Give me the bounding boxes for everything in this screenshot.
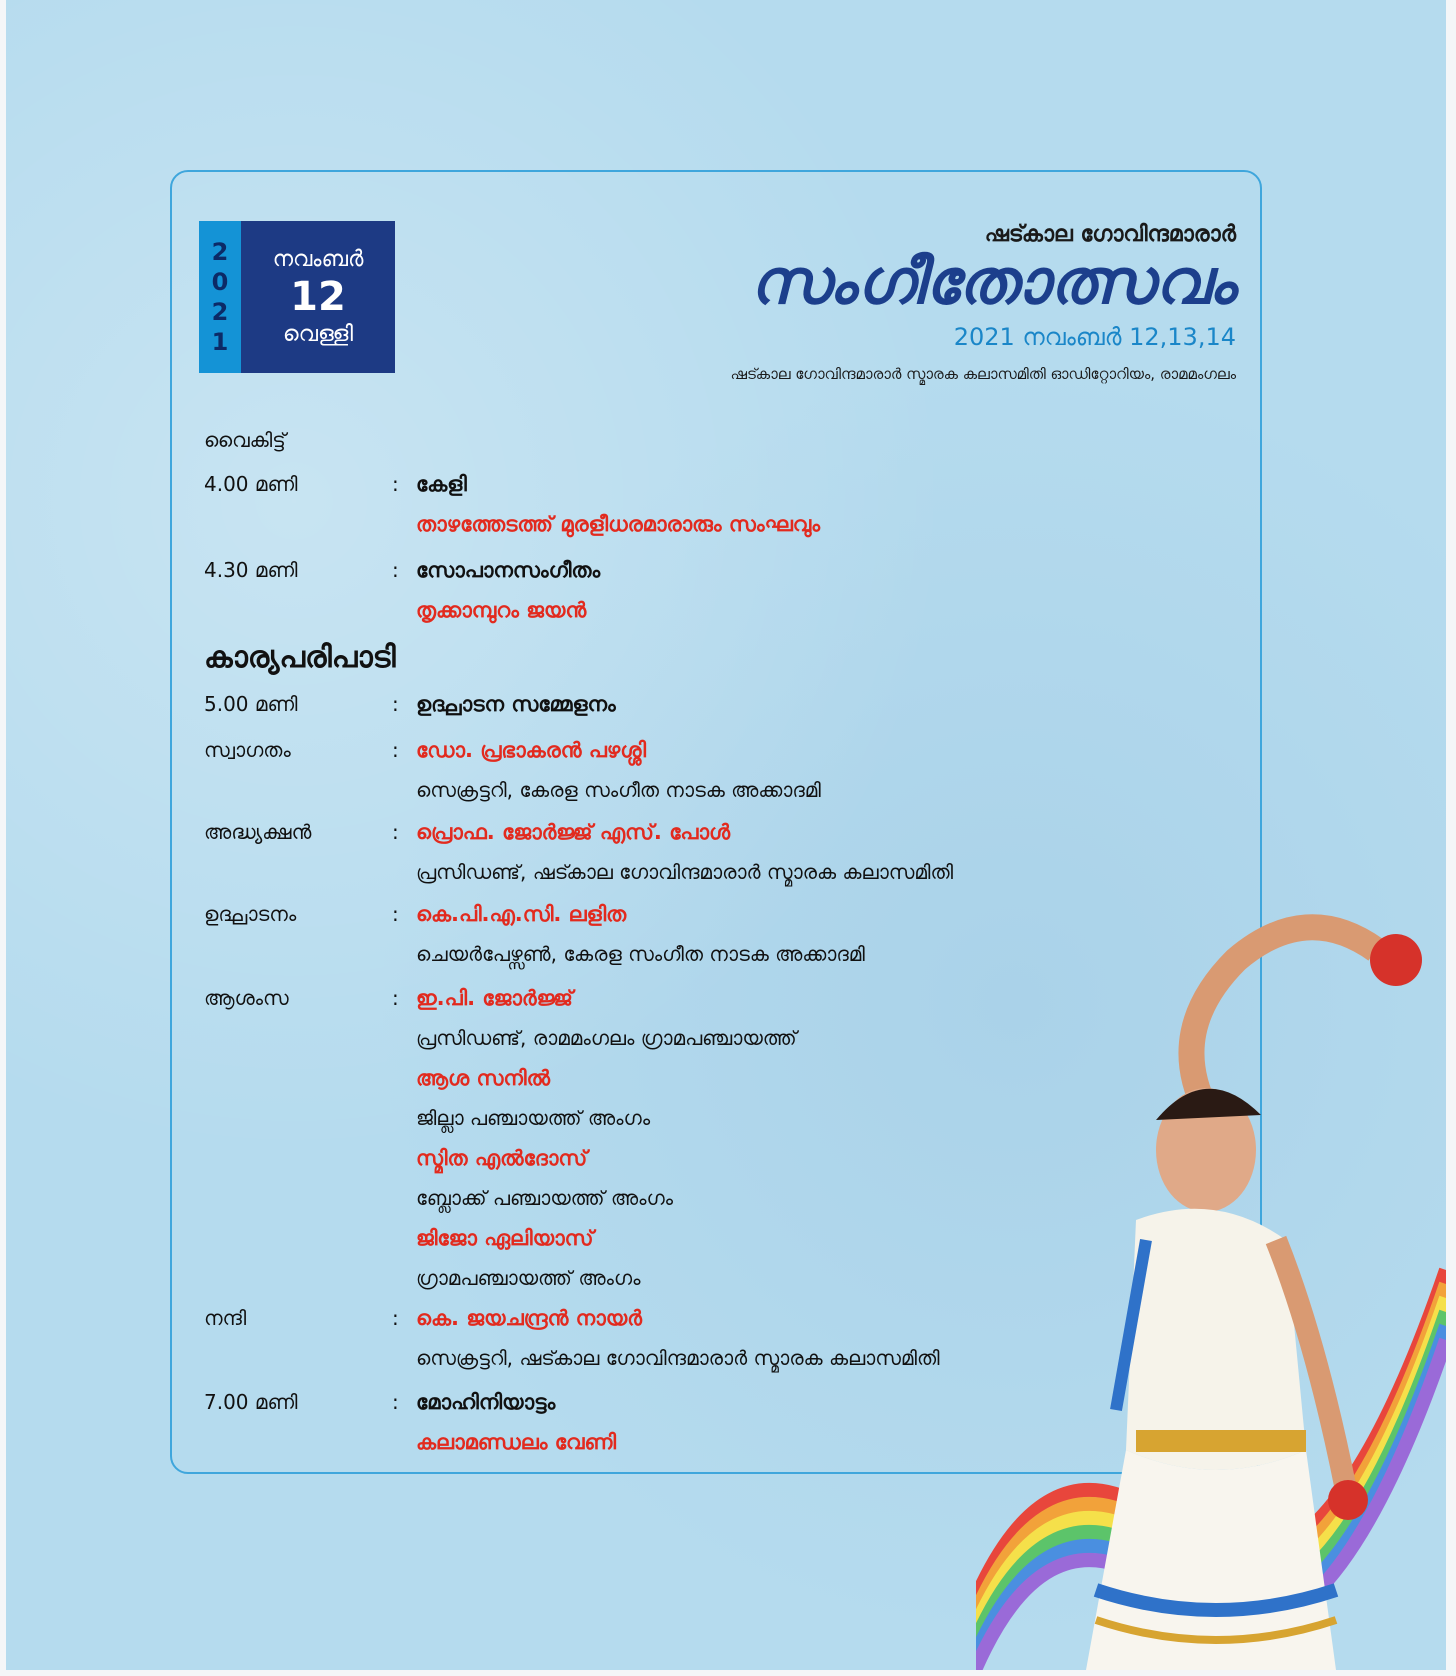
person-name: ഇ.പി. ജോർജ്ജ്	[416, 986, 573, 1010]
person-name: കെ.പി.എ.സി. ലളിത	[416, 902, 627, 926]
role-label: ഉദ്ഘാടനം	[204, 902, 297, 926]
dancer-figure	[1086, 927, 1422, 1670]
performer-name: താഴത്തേടത്ത് മുരളീധരമാരാരും സംഘവും	[416, 512, 821, 536]
person-desc: പ്രസിഡണ്ട്, ഷട്കാല ഗോവിന്ദമാരാർ സ്മാരക കലാസമിതി	[416, 860, 954, 884]
person-name: ഡോ. പ്രഭാകരൻ പഴശ്ശി	[416, 738, 646, 762]
performer-name: കലാമണ്ഡലം വേണി	[416, 1430, 617, 1454]
year-digit: 2	[211, 238, 229, 266]
person-desc: സെക്രട്ടറി, ഷട്കാല ഗോവിന്ദമാരാർ സ്മാരക കലാസമിതി	[416, 1346, 940, 1370]
date-weekday: വെള്ളി	[282, 322, 354, 347]
separator: :	[392, 472, 399, 496]
program-title: സോപാനസംഗീതം	[416, 558, 601, 582]
time-label: 7.00 മണി	[204, 1390, 298, 1414]
person-desc: പ്രസിഡണ്ട്, രാമമംഗലം ഗ്രാമപഞ്ചായത്ത്	[416, 1026, 797, 1050]
person-name: ജിജോ ഏലിയാസ്	[416, 1226, 594, 1250]
time-label: 5.00 മണി	[204, 692, 298, 716]
person-desc: ജില്ലാ പഞ്ചായത്ത് അംഗം	[416, 1106, 651, 1130]
person-name: സ്മിത എൽദോസ്	[416, 1146, 588, 1170]
event-venue: ഷട്കാല ഗോവിന്ദമാരാർ സ്മാരക കലാസമിതി ഓഡിറ്റോറിയം, രാമമംഗലം	[730, 365, 1236, 383]
separator: :	[392, 1306, 399, 1330]
event-header	[730, 222, 1236, 383]
program-title: കേളി	[416, 472, 467, 496]
event-subtitle: ഷട്കാല ഗോവിന്ദമാരാർ	[984, 222, 1236, 247]
person-desc: ബ്ലോക്ക് പഞ്ചായത്ത് അംഗം	[416, 1186, 674, 1210]
person-desc: സെക്രട്ടറി, കേരള സംഗീത നാടക അക്കാദമി	[416, 778, 821, 802]
program-title: ഉദ്ഘാടന സമ്മേളനം	[416, 692, 616, 716]
role-label: അദ്ധ്യക്ഷൻ	[204, 820, 312, 844]
person-name: പ്രൊഫ. ജോർജ്ജ് എസ്. പോൾ	[416, 820, 731, 844]
year-digit: 0	[211, 268, 229, 296]
brochure-page	[6, 0, 1446, 1670]
time-label: 4.30 മണി	[204, 558, 298, 582]
year-digit: 1	[211, 328, 229, 356]
separator: :	[392, 820, 399, 844]
role-label: ആശംസ	[204, 986, 289, 1010]
separator: :	[392, 692, 399, 716]
year-digit: 2	[211, 298, 229, 326]
separator: :	[392, 902, 399, 926]
section-title: കാര്യപരിപാടി	[204, 640, 396, 675]
person-desc: ഗ്രാമപഞ്ചായത്ത് അംഗം	[416, 1266, 641, 1290]
separator: :	[392, 1390, 399, 1414]
person-name: ആശ സനിൽ	[416, 1066, 550, 1090]
dancer-illustration	[976, 890, 1446, 1670]
evening-label: വൈകിട്ട്	[204, 428, 286, 452]
role-label: നന്ദി	[204, 1306, 247, 1330]
separator: :	[392, 558, 399, 582]
person-desc: ചെയർപേഴ്സൺ, കേരള സംഗീത നാടക അക്കാദമി	[416, 942, 865, 966]
date-month: നവംബർ	[272, 247, 364, 272]
date-year	[199, 221, 241, 373]
date-box	[199, 221, 395, 373]
role-label: സ്വാഗതം	[204, 738, 291, 762]
event-dates: 2021 നവംബർ 12,13,14	[953, 323, 1236, 351]
date-main	[241, 221, 395, 373]
separator: :	[392, 738, 399, 762]
performer-name: തൃക്കാമ്പുറം ജയൻ	[416, 598, 587, 622]
time-label: 4.00 മണി	[204, 472, 298, 496]
program-title: മോഹിനിയാട്ടം	[416, 1390, 556, 1414]
separator: :	[392, 986, 399, 1010]
event-title: സംഗീതോത്സവം	[750, 245, 1236, 318]
person-name: കെ. ജയചന്ദ്രൻ നായർ	[416, 1306, 642, 1330]
date-day: 12	[290, 274, 346, 320]
